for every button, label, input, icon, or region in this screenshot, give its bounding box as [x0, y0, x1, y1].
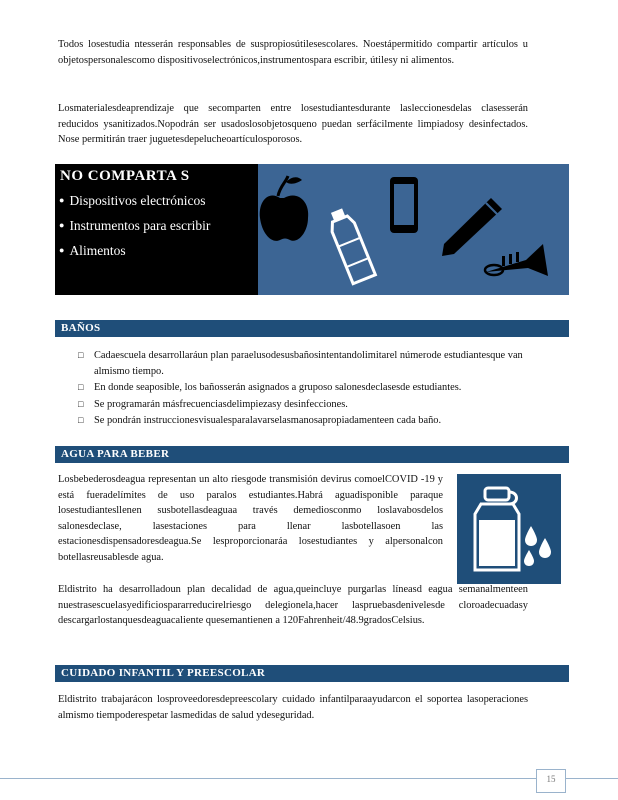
no-share-title: NO COMPARTA S [60, 168, 190, 184]
agua-heading: AGUA PARA BEBER [55, 446, 569, 463]
smartphone-icon [390, 177, 418, 233]
apple-icon [260, 176, 308, 241]
no-share-panel [55, 164, 258, 295]
cuidado-paragraph: Eldistrito trabajarácon losproveedoresdepreescolary cuidado infantilparaayudarcon el soportea lasoperaciones almismo tiempoderespetar lasmedidas de salud ydeseguridad. [58, 694, 528, 721]
agua-paragraph-1: Losbebederosdeagua representan un alto riesgode transmisión devirus comoelCOVID -19 y está fueradelímites de uso paralos estudiantes.Habrá aguadisponible paraque losestudiantesllenen susbotellasdeaguaa través demediosconmo loslavabosdelos salonesdeclase, lasestaciones para llenar lasbotellasoen las estacionesdispensadoresdeagua.Se lesproporcionaráa losestudiantes y alpersonalcon botellasreusablesde agua. [58, 474, 443, 563]
water-bottle-icon [325, 206, 375, 284]
no-share-icons-panel [258, 164, 569, 295]
list-item: □ Cadaescuela desarrollaráun plan paraelusodesusbañosintentandolimitarel númerode estudiantesque van almismo tiempo. [78, 348, 538, 379]
list-item: □ Se pondrán instruccionesvisualesparalavarselasmanosapropiadamenteen cada baño. [78, 413, 538, 429]
no-share-item: ● Instrumentos para escribir [59, 214, 210, 239]
water-bottle-drops-icon [457, 474, 561, 584]
agua-paragraph-2: Eldistrito ha desarrolladoun plan decalidad de agua,queincluye purgarlas líneasd eagua semanalmenteen nuestrasescuelasyedificiospararreducirelriesgo delegionela,hacer laspruebasdenivelesde cloroadecuadasy descargarlostanquesdeaguacaliente quesemantienen a 120Fahrenheit/48.9gradosCelsius. [58, 584, 528, 626]
no-share-list [59, 189, 210, 264]
trumpet-icon [485, 244, 548, 276]
page-number: 15 [546, 774, 556, 784]
list-item: □ Se programarán másfrecuenciasdelimpiezasy desinfecciones. [78, 397, 538, 413]
no-share-item: ● Dispositivos electrónicos [59, 189, 210, 214]
list-item: □ En donde seaposible, los bañosserán asignados a gruposo salonesdeclasesde estudiantes. [78, 380, 538, 396]
banos-heading: BAÑOS [55, 320, 569, 337]
intro-paragraph-2: Losmaterialesdeaprendizaje que secomparten entre losestudiantesdurante lasleccionesdelas clasesserán reducidos ysanitizados.Nopodrán ser usadoslosobjetosqueno puedan serfácilmente limpiadosy desinfectados. Nose permitirán traer juguetesdepelucheoartículosporosos. [58, 103, 528, 145]
pencil-icon [442, 198, 502, 256]
no-share-item: ● Alimentos [59, 239, 210, 264]
banos-list [78, 348, 538, 430]
intro-paragraph-1: Todos losestudia ntesserán responsables de suspropiosútilesescolares. Noestápermitido compartir artículos u objetospersonalescomo dispositivoselectrónicos,instrumentospara escribir, útilesy ni alimentos. [58, 39, 528, 66]
page-number-box [536, 769, 566, 793]
footer-divider [0, 778, 618, 779]
cuidado-heading: CUIDADO INFANTIL Y PREESCOLAR [55, 665, 569, 682]
